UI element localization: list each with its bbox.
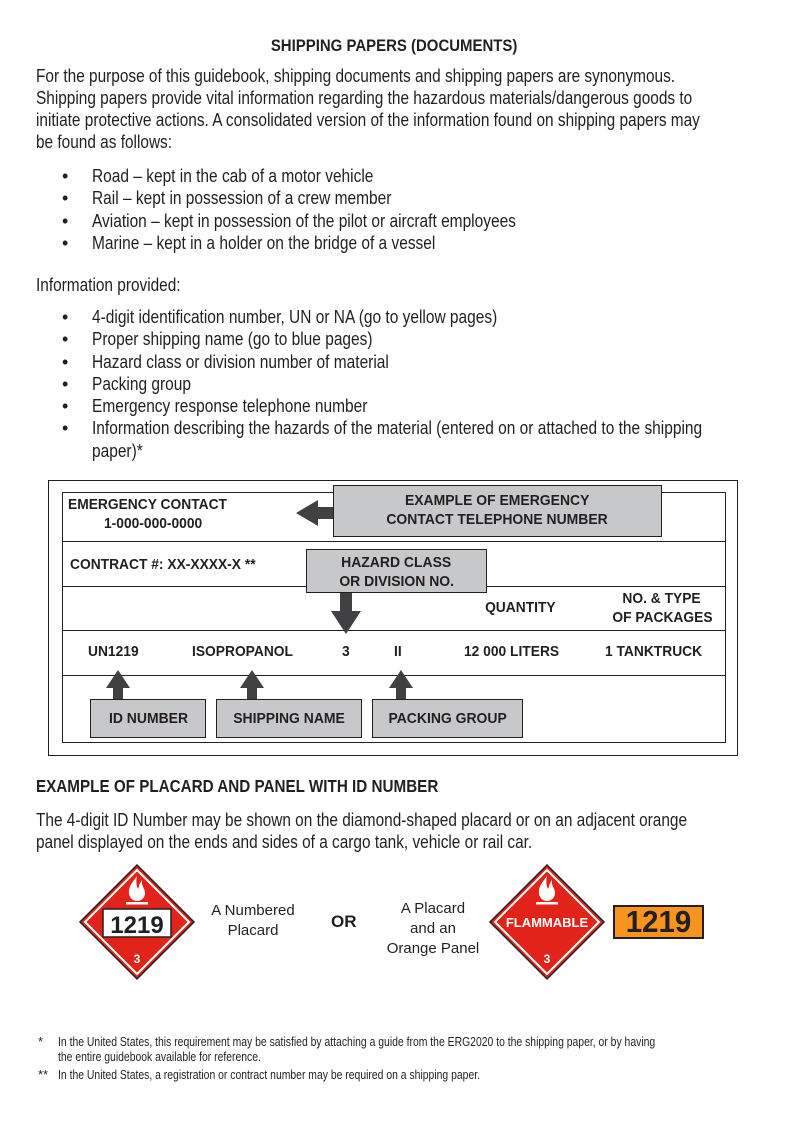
list-item: • Marine – kept in a holder on the bridge of a vessel (62, 232, 436, 253)
orange-panel: 1219 (613, 905, 704, 939)
arrow-down-icon (331, 592, 361, 634)
placard-and-panel-caption: A Placard and an Orange Panel (386, 900, 480, 957)
callout-hazard-class: HAZARD CLASS OR DIVISION NO. (306, 549, 487, 593)
placard-id-number: 1219 (110, 912, 164, 939)
cell-quantity: 12 000 LITERS (464, 643, 560, 660)
emergency-contact-number: 1-000-000-0000 (104, 515, 203, 532)
placard-hazard-word: FLAMMABLE (505, 915, 589, 930)
list-item: • Packing group (62, 373, 191, 394)
placard-hazard-class: 3 (133, 952, 141, 966)
arrow-left-icon (296, 500, 336, 526)
footnote-2: ** In the United States, a registration or contract number may be required on a shipping paper. (38, 1067, 481, 1082)
cell-packing-group: II (394, 643, 402, 660)
numbered-placard (78, 863, 196, 981)
list-item: • Rail – kept in possession of a crew member (62, 188, 392, 209)
contract-number: CONTRACT #: XX-XXXX-X ** (70, 556, 256, 573)
footnote-1: * In the United States, this requirement may be satisfied by attaching a guide from the ERG2020 to the shipping paper, or by having the entire guidebook available for reference. (38, 1034, 656, 1064)
cell-hazard-class: 3 (342, 643, 350, 660)
cell-id-number: UN1219 (88, 643, 139, 660)
intro-paragraph: For the purpose of this guidebook, shipping documents and shipping papers are synonymous. Shipping papers provide vital information regarding the hazardous materials/dangerous goods to initiate protective actions. A consolidated version of the information found on shipping papers may be found as follows: (36, 66, 700, 152)
label-shipping-name: SHIPPING NAME (216, 699, 362, 738)
list-item: • Aviation – kept in possession of the pilot or aircraft employees (62, 210, 516, 231)
list-item: • Information describing the hazards of the material (entered on or attached to the shipping paper)* (62, 418, 703, 461)
page-title: SHIPPING PAPERS (DOCUMENTS) (271, 36, 518, 55)
list-item: • Hazard class or division number of material (62, 351, 389, 372)
quantity-header: QUANTITY (484, 599, 556, 616)
numbered-placard-caption: A Numbered Placard (211, 902, 295, 939)
label-id-number: ID NUMBER (90, 699, 206, 738)
list-item: • Road – kept in the cab of a motor vehicle (62, 166, 374, 186)
info-heading: Information provided: (36, 275, 181, 295)
label-packing-group: PACKING GROUP (372, 699, 523, 738)
arrow-up-icon (106, 670, 130, 700)
placard-description: The 4-digit ID Number may be shown on the diamond-shaped placard or on an adjacent orange panel displayed on the ends and sides of a cargo tank, vehicle or rail car. (36, 810, 688, 852)
packages-header: NO. & TYPE OF PACKAGES (611, 590, 713, 626)
list-item: • Proper shipping name (go to blue pages) (62, 329, 373, 350)
cell-packages: 1 TANKTRUCK (605, 643, 703, 660)
callout-emergency: EXAMPLE OF EMERGENCY CONTACT TELEPHONE NUMBER (333, 485, 662, 537)
list-item: • 4-digit identification number, UN or NA (go to yellow pages) (62, 307, 498, 327)
list-item: • Emergency response telephone number (62, 396, 368, 417)
arrow-up-icon (389, 670, 413, 700)
cell-shipping-name: ISOPROPANOL (192, 643, 293, 660)
placard-section-heading: EXAMPLE OF PLACARD AND PANEL WITH ID NUMBER (36, 776, 439, 796)
flammable-placard (488, 863, 606, 981)
placard-hazard-class: 3 (543, 952, 551, 966)
or-label: OR (331, 912, 357, 931)
arrow-up-icon (240, 670, 264, 700)
emergency-contact-label: EMERGENCY CONTACT (68, 496, 227, 513)
